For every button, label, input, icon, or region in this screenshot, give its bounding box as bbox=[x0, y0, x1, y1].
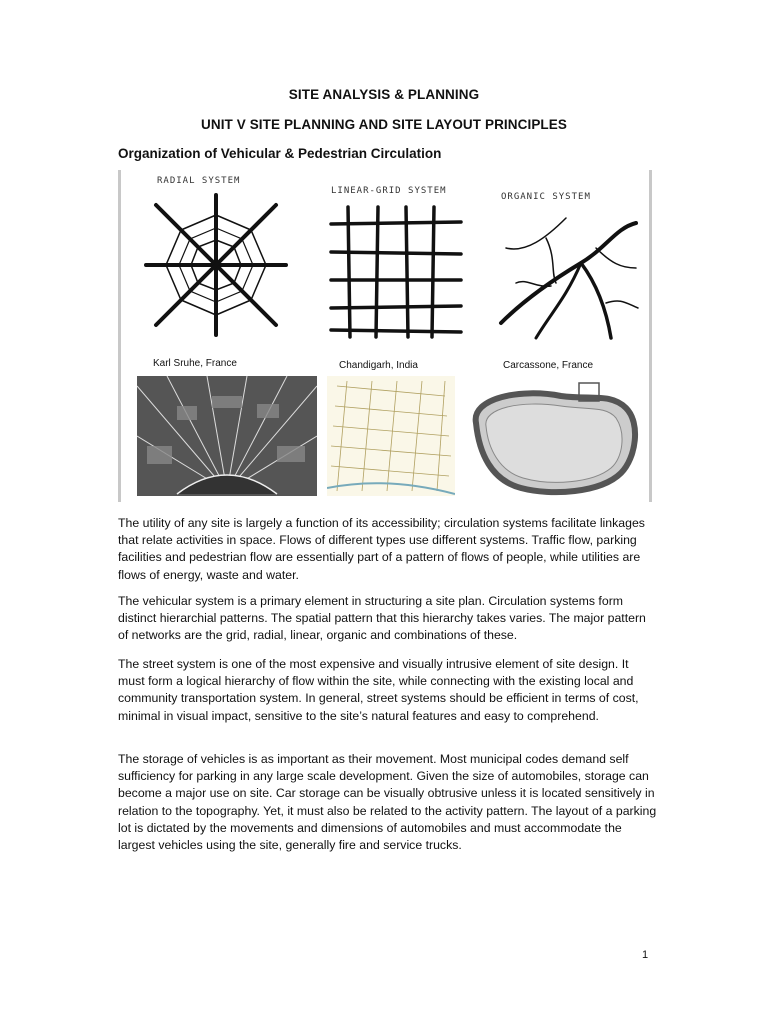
paragraph-vehicular-system: The vehicular system is a primary element in structuring a site plan. Circulation systems form distinct hierarchial patterns. The spatial pattern that this hierarchy takes varies. The major pattern of networks are the grid, radial, linear, organic and combinations of these. bbox=[118, 594, 646, 643]
radial-system-label: RADIAL SYSTEM bbox=[157, 176, 241, 186]
paragraph-street-system: The street system is one of the most expensive and visually intrusive element of site design. It must form a logical hierarchy of flow within the site, while connecting with the existing local and community transportation system. In general, street systems should be efficient in terms of cost, minimal in visual impact, sensitive to the site’s natural features and easy to comprehend. bbox=[118, 657, 639, 723]
document-title: SITE ANALYSIS & PLANNING bbox=[288, 87, 480, 102]
paragraph-vehicle-storage: The storage of vehicles is as important as their movement. Most municipal codes demand self sufficiency for parking in any large scale development. Given the size of automobiles, storage can become a major use on site. Car storage can be visually obtrusive unless it is located sensitively in relation to the topography. Yet, it must also be related to the activity pattern. The layout of a parking lot is dictated by the movements and dimensions of automobiles and must accommodate the largest vehicles using the site, generally fire and service trucks. bbox=[118, 752, 657, 853]
unit-heading: UNIT V SITE PLANNING AND SITE LAYOUT PRINCIPLES bbox=[201, 117, 567, 132]
chandigarh-map-image bbox=[327, 376, 455, 496]
organic-system-sketch bbox=[496, 208, 641, 343]
karlsruhe-label: Karl Sruhe, France bbox=[153, 358, 237, 369]
linear-grid-system-sketch bbox=[326, 202, 466, 342]
circulation-systems-figure bbox=[118, 170, 652, 502]
section-heading: Organization of Vehicular & Pedestrian Circulation bbox=[118, 146, 442, 161]
karlsruhe-aerial-image bbox=[137, 376, 317, 496]
carcassone-label: Carcassone, France bbox=[503, 360, 594, 371]
linear-grid-system-label: LINEAR-GRID SYSTEM bbox=[331, 186, 447, 196]
carcassone-plan-image bbox=[461, 378, 646, 498]
page-number: 1 bbox=[642, 949, 649, 961]
organic-system-label: ORGANIC SYSTEM bbox=[501, 192, 591, 202]
radial-system-sketch bbox=[141, 190, 291, 340]
paragraph-accessibility: The utility of any site is largely a function of its accessibility; circulation systems facilitate linkages that relate activities in space. Flows of different types use different systems. Traffic flow, parking facilities and pedestrian flow are essentially part of a pattern of flows of people, while utilities are flows of energy, waste and water. bbox=[118, 516, 645, 582]
chandigarh-label: Chandigarh, India bbox=[339, 360, 418, 371]
